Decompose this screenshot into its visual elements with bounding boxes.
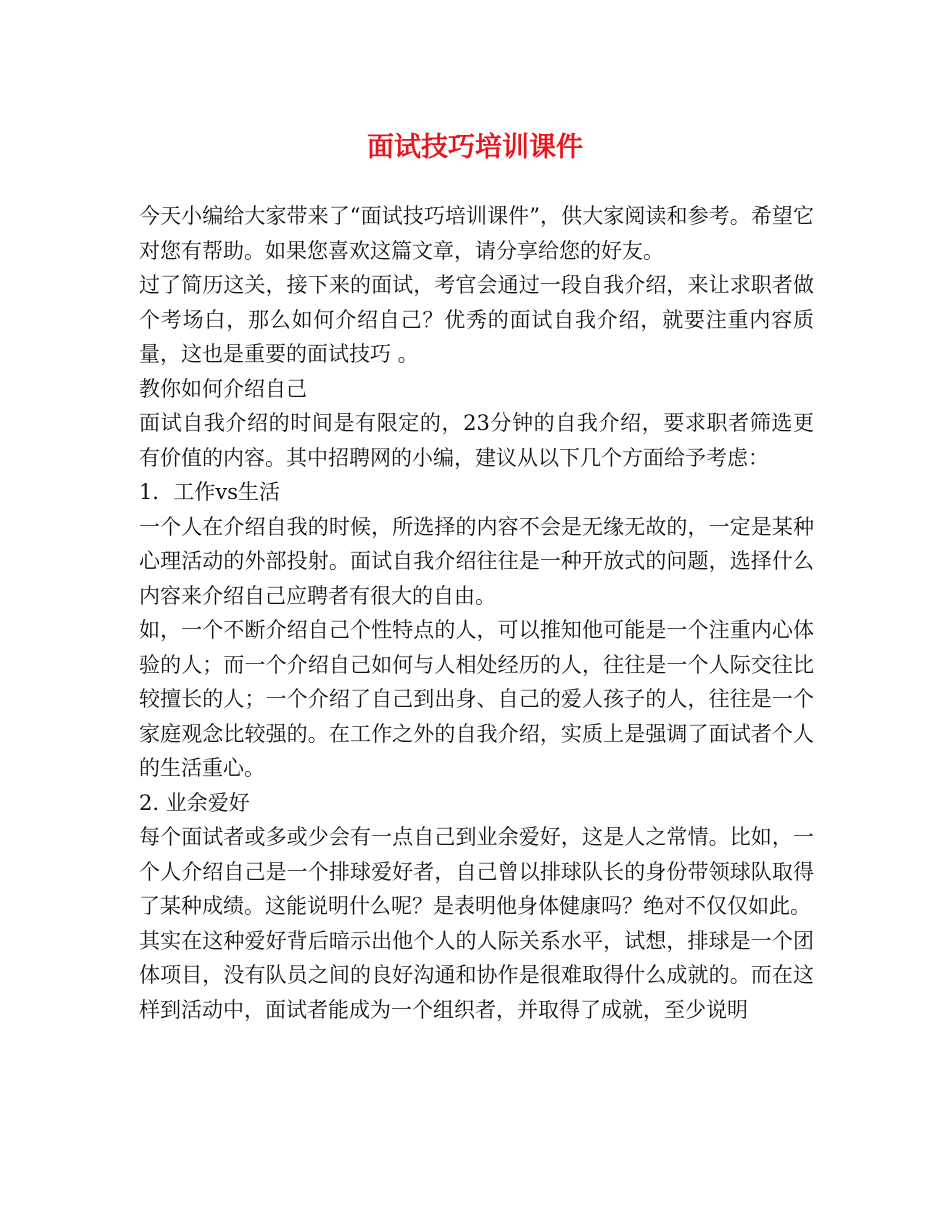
- paragraph: 一个人在介绍自我的时候，所选择的内容不会是无缘无故的，一定是某种心理活动的外部投射。面试自我介绍往往是一种开放式的问题，选择什么内容来介绍自己应聘者有很大的自由。: [139, 514, 814, 608]
- paragraph: 过了简历这关，接下来的面试，考官会通过一段自我介绍，来让求职者做个考场白，那么如何介绍自己？优秀的面试自我介绍，就要注重内容质量，这也是重要的面试技巧 。: [139, 273, 814, 366]
- paragraph: 其实在这种爱好背后暗示出他个人的人际关系水平，试想，排球是一个团体项目，没有队员之间的良好沟通和协作是很难取得什么成就的。而在这样到活动中，面试者能成为一个组织者，并取得了成就，至少说明: [139, 928, 814, 1022]
- subsection-heading: 1．工作vs生活: [139, 480, 281, 504]
- intro-paragraph: 今天小编给大家带来了“面试技巧培训课件”，供大家阅读和参考。希望它对您有帮助。如果您喜欢这篇文章，请分享给您的好友。: [139, 204, 814, 263]
- paragraph: 每个面试者或多或少会有一点自己到业余爱好，这是人之常情。比如，一个人介绍自己是一个排球爱好者，自己曾以排球队长的身份带领球队取得了某种成绩。这能说明什么呢？是表明他身体健康吗？绝对不仅仅如此。: [139, 825, 814, 918]
- document-body: [139, 199, 814, 1027]
- document-title: 面试技巧培训课件: [367, 132, 583, 163]
- subsection-heading: 2. 业余爱好: [139, 790, 250, 815]
- section-heading: 教你如何介绍自己: [139, 376, 307, 401]
- paragraph: 如，一个不断介绍自己个性特点的人，可以推知他可能是一个注重内心体验的人；而一个介绍自己如何与人相处经历的人，往往是一个人际交往比较擅长的人；一个介绍了自己到出身、自己的爱人孩子的人，往往是一个家庭观念比较强的。在工作之外的自我介绍，实质上是强调了面试者个人的生活重心。: [139, 618, 814, 780]
- paragraph: 面试自我介绍的时间是有限定的，23分钟的自我介绍，要求职者筛选更有价值的内容。其中招聘网的小编，建议从以下几个方面给予考虑：: [139, 411, 814, 470]
